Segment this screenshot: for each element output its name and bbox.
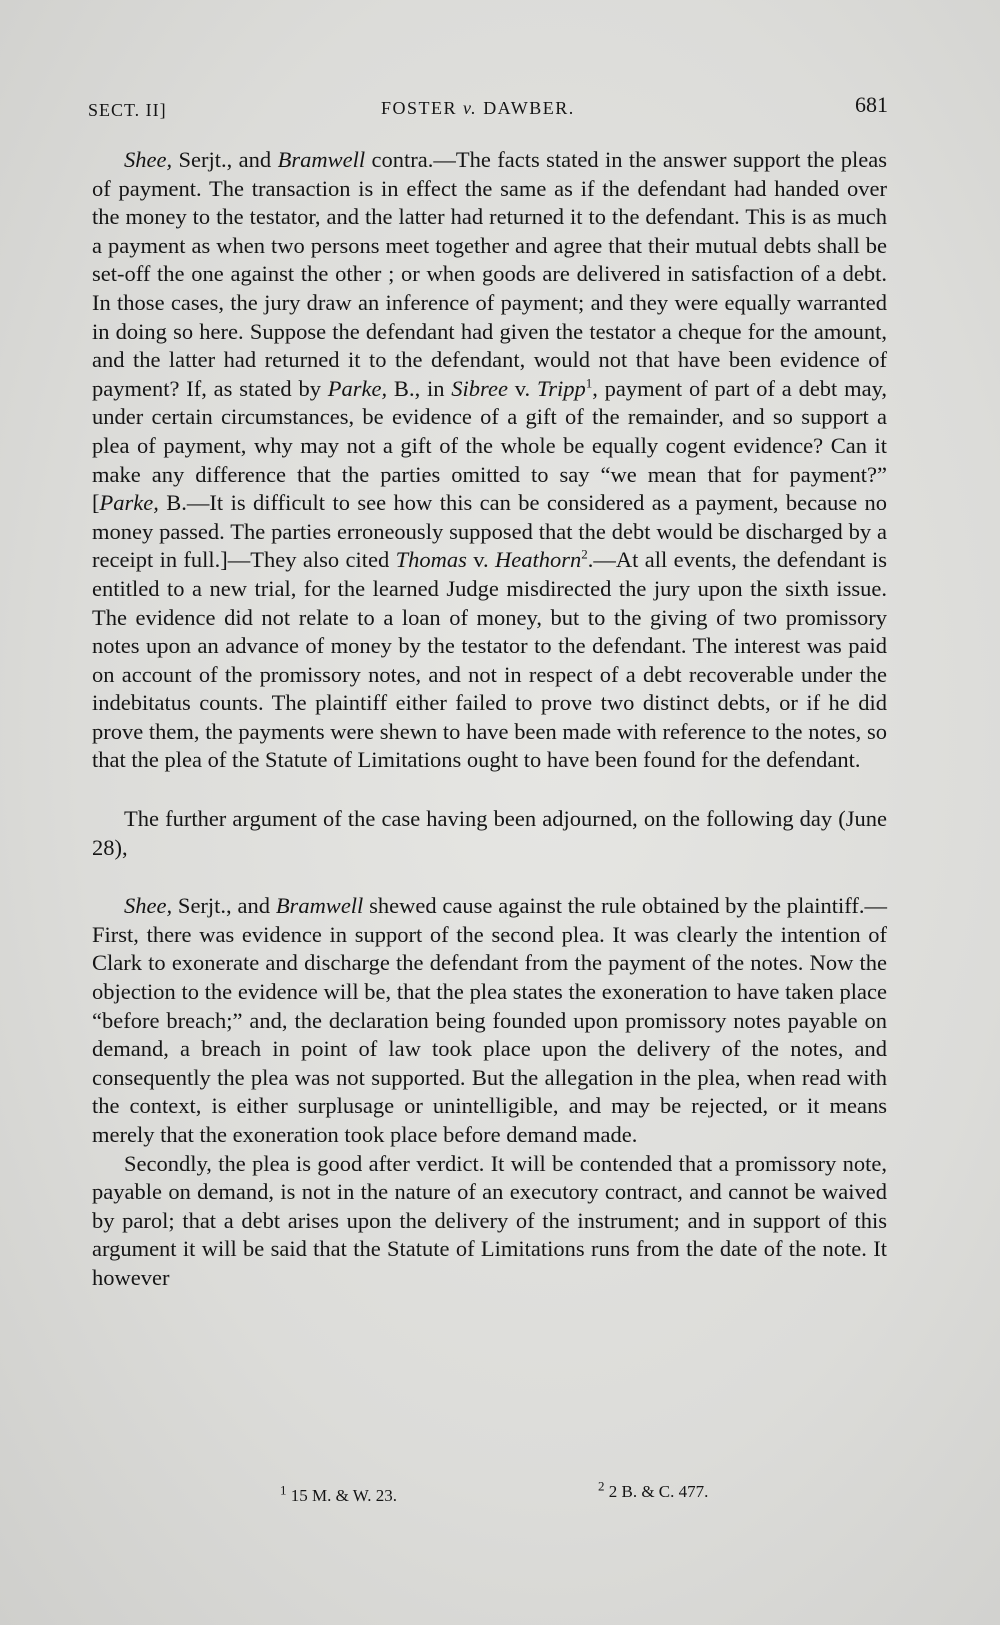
footnote-2	[598, 1478, 709, 1502]
body-text	[92, 146, 887, 1293]
judge-name: Parke,	[99, 490, 159, 516]
case-title-versus: v.	[463, 98, 478, 118]
footnote-ref: 1	[585, 375, 593, 391]
counsel-name: Shee,	[124, 147, 173, 172]
text-run: B.—It is difficult to see how this can be considered as a payment, because no money passed. The parties erroneously supposed that the debt would be discharged by a receipt in full.]—They also cited	[92, 490, 887, 573]
case-party: Thomas	[395, 547, 467, 573]
footnote-mark: 1	[280, 1482, 287, 1498]
paragraph-adjournment: The further argument of the case having been adjourned, on the following day (June 28),	[92, 806, 887, 860]
judge-name: Parke,	[327, 375, 388, 401]
case-title-plaintiff: FOSTER	[381, 98, 464, 118]
section-marker: SECT. II]	[88, 100, 167, 120]
footnote-mark: 2	[598, 1478, 605, 1494]
paragraph-shewed-cause	[92, 892, 887, 1149]
text-run: B., in	[387, 375, 452, 401]
case-party: Heathorn	[495, 547, 582, 573]
text-run: contra.—The facts stated in the answer support the pleas of payment. The transaction is in effect the same as if the defendant had handed over the money to the testator, and the latter had returned it to the defendant. This is as much a payment as when two persons meet together and agree that their mutual debts shall be set-off the one against the other ; or when goods are delivered in satisfaction of a debt. In those cases, the jury draw an inference of payment; and they were equally warranted in doing so here. Suppose the defendant had given the testator a cheque for the amount, and the latter had returned it to the defendant, would not that have been evidence of payment? If, as stated by	[92, 147, 887, 401]
case-title	[381, 98, 575, 119]
text-run: shewed cause against the rule obtained by the plaintiff.—First, there was evidence in support of the second plea. It was clearly the intention of Clark to exonerate and discharge the defendant from the payment of the notes. Now the objection to the evidence will be, that the plea states the exoneration to have taken place “before breach;” and, the declaration being founded upon promissory notes payable on demand, a breach in point of law took place upon the delivery of the notes, and consequently the plea was not supported. But the allegation in the plea, when read with the context, is either surplusage or unintelligible, and may be rejected, or it means merely that the exoneration took place before demand made.	[92, 893, 887, 1147]
counsel-name: Bramwell	[275, 893, 364, 919]
text-run: v.	[507, 375, 537, 401]
paragraph-secondly: Secondly, the plea is good after verdict. It will be contended that a promissory note, payable on demand, is not in the nature of an executory contract, and cannot be waived by parol; that a debt arises upon the delivery of the instrument; and in support of this argument it will be said that the Statute of Limitations runs from the date of the note. It however	[92, 1150, 887, 1290]
case-party: Sibree	[451, 375, 508, 401]
footnote-1	[280, 1482, 398, 1506]
running-head	[88, 92, 888, 124]
text-run: v.	[466, 547, 496, 573]
paragraph-contra-argument	[92, 146, 887, 775]
case-party: Tripp	[536, 375, 586, 401]
counsel-name: Shee,	[124, 893, 173, 919]
footnote-text: 2 B. & C. 477.	[604, 1482, 709, 1501]
footnotes	[280, 1478, 780, 1510]
text-run: Serjt., and	[172, 893, 276, 919]
case-title-defendant: DAWBER.	[477, 98, 575, 118]
footnote-ref: 2	[581, 546, 588, 562]
text-run: , payment of part of a debt may, under certain circumstances, be evidence of a gift of the remainder, and so support a plea of payment, why may not a gift of the whole be equally cogent evidence? Can it make any difference that the parties omitted to say “we mean that for payment?” [	[92, 375, 888, 516]
text-run: .—At all events, the defendant is entitled to a new trial, for the learned Judge misdirected the jury upon the sixth issue. The evidence did not relate to a loan of money, but to the giving of two promissory notes upon an advance of money by the testator to the defendant. The interest was paid on account of the promissory notes, and not in respect of a debt recoverable under the indebitatus counts. The plaintiff either failed to prove two distinct debts, or if he did prove them, the payments were shewn to have been made with reference to the notes, so that the plea of the Statute of Limitations ought to have been found for the defendant.	[92, 547, 887, 773]
counsel-name: Bramwell	[277, 147, 366, 172]
footnote-text: 15 M. & W. 23.	[286, 1486, 398, 1505]
page-number: 681	[855, 92, 888, 117]
text-run: Serjt., and	[172, 147, 278, 172]
